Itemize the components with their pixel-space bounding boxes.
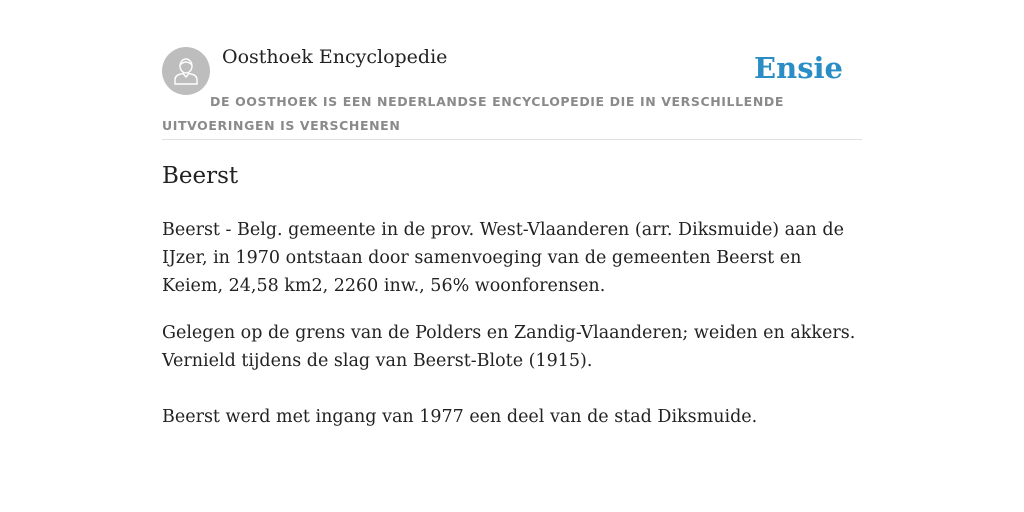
user-icon xyxy=(172,56,200,86)
article-paragraph: Beerst - Belg. gemeente in de prov. West-Vlaanderen (arr. Diksmuide) aan de IJzer, in 1970 ontstaan door samenvoeging van de gemeenten Beerst en Keiem, 24,58 km2, 2260 inw., 56% woonforensen. xyxy=(162,220,844,296)
page-container xyxy=(162,0,862,427)
site-name[interactable]: Oosthoek Encyclopedie xyxy=(222,46,448,68)
site-tagline: DE OOSTHOEK IS EEN NEDERLANDSE ENCYCLOPEDIE DIE IN VERSCHILLENDE UITVOERINGEN IS VERSCHENEN xyxy=(162,94,784,133)
article-paragraph: Gelegen op de grens van de Polders en Zandig-Vlaanderen; weiden en akkers. Vernield tijdens de slag van Beerst-Blote (1915). xyxy=(162,323,856,371)
article-title: Beerst xyxy=(162,163,239,189)
brand-logo[interactable]: Ensie xyxy=(754,51,843,85)
header xyxy=(162,0,862,140)
avatar[interactable] xyxy=(162,47,210,95)
article-paragraph: Beerst werd met ingang van 1977 een deel van de stad Diksmuide. xyxy=(162,407,758,427)
article-body xyxy=(162,216,862,431)
